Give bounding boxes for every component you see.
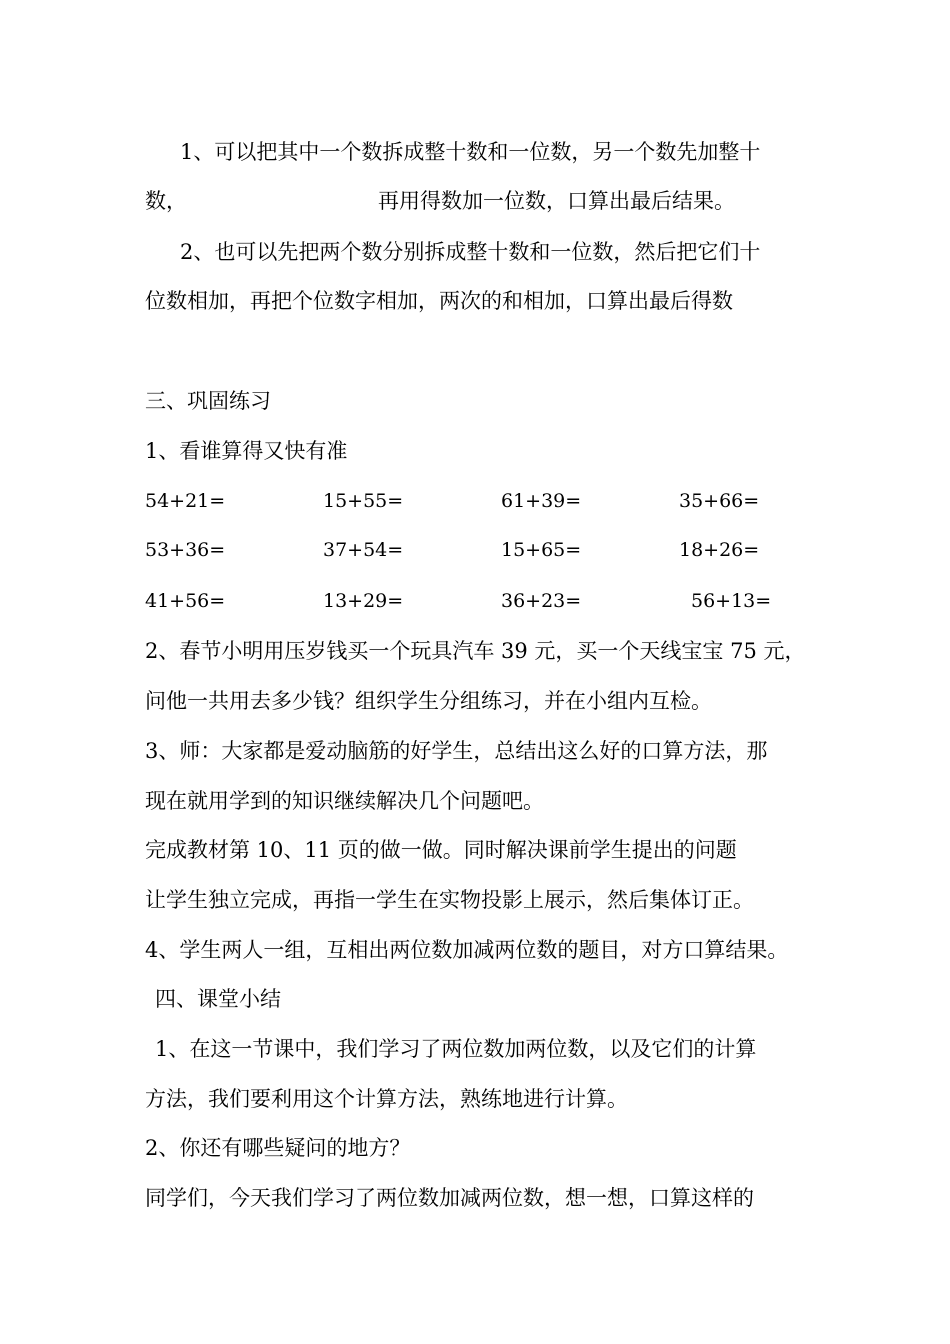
exercise-item: 15+65= — [501, 539, 582, 561]
method-2-line-1: 2、也可以先把两个数分别拆成整十数和一位数，然后把它们十 — [180, 240, 761, 264]
exercise-item: 41+56= — [145, 590, 226, 612]
exercise-item: 53+36= — [145, 539, 226, 561]
summary-1-line-1: 1、在这一节课中，我们学习了两位数加两位数，以及它们的计算 — [155, 1037, 757, 1061]
summary-1-line-2: 方法，我们要利用这个计算方法，熟练地进行计算。 — [145, 1087, 628, 1111]
method-2-line-2: 位数相加，再把个位数字相加，两次的和相加，口算出最后得数 — [145, 289, 733, 313]
exercise-item: 56+13= — [691, 590, 772, 612]
method-1-line-2b: 再用得数加一位数，口算出最后结果。 — [378, 189, 735, 213]
exercise-item: 35+66= — [679, 490, 760, 512]
summary-2: 2、你还有哪些疑问的地方？ — [145, 1136, 411, 1160]
exercise-2-line-1: 2、春节小明用压岁钱买一个玩具汽车 39 元，买一个天线宝宝 75 元， — [145, 639, 806, 663]
exercise-1-title: 1、看谁算得又快有准 — [145, 439, 348, 463]
section-4-heading: 四、课堂小结 — [155, 987, 281, 1011]
method-1-line-2a: 数， — [145, 189, 187, 213]
exercise-item: 18+26= — [679, 539, 760, 561]
exercise-3-line-1: 3、师：大家都是爱动脑筋的好学生，总结出这么好的口算方法，那 — [145, 739, 768, 763]
exercise-3-line-4: 让学生独立完成，再指一学生在实物投影上展示，然后集体订正。 — [145, 888, 754, 912]
exercise-2-line-2: 问他一共用去多少钱？组织学生分组练习，并在小组内互检。 — [145, 689, 712, 713]
exercise-3-line-3: 完成教材第 10、11 页的做一做。同时解决课前学生提出的问题 — [145, 838, 737, 862]
section-3-heading: 三、巩固练习 — [145, 389, 271, 413]
exercise-item: 15+55= — [323, 490, 404, 512]
closing-line: 同学们，今天我们学习了两位数加减两位数，想一想，口算这样的 — [145, 1186, 754, 1210]
exercise-item: 13+29= — [323, 590, 404, 612]
exercise-3-line-2: 现在就用学到的知识继续解决几个问题吧。 — [145, 789, 544, 813]
exercise-item: 61+39= — [501, 490, 582, 512]
exercise-item: 36+23= — [501, 590, 582, 612]
method-1-line-1: 1、可以把其中一个数拆成整十数和一位数，另一个数先加整十 — [180, 140, 761, 164]
exercise-4: 4、学生两人一组，互相出两位数加减两位数的题目，对方口算结果。 — [145, 938, 789, 962]
exercise-item: 37+54= — [323, 539, 404, 561]
exercise-item: 54+21= — [145, 490, 226, 512]
